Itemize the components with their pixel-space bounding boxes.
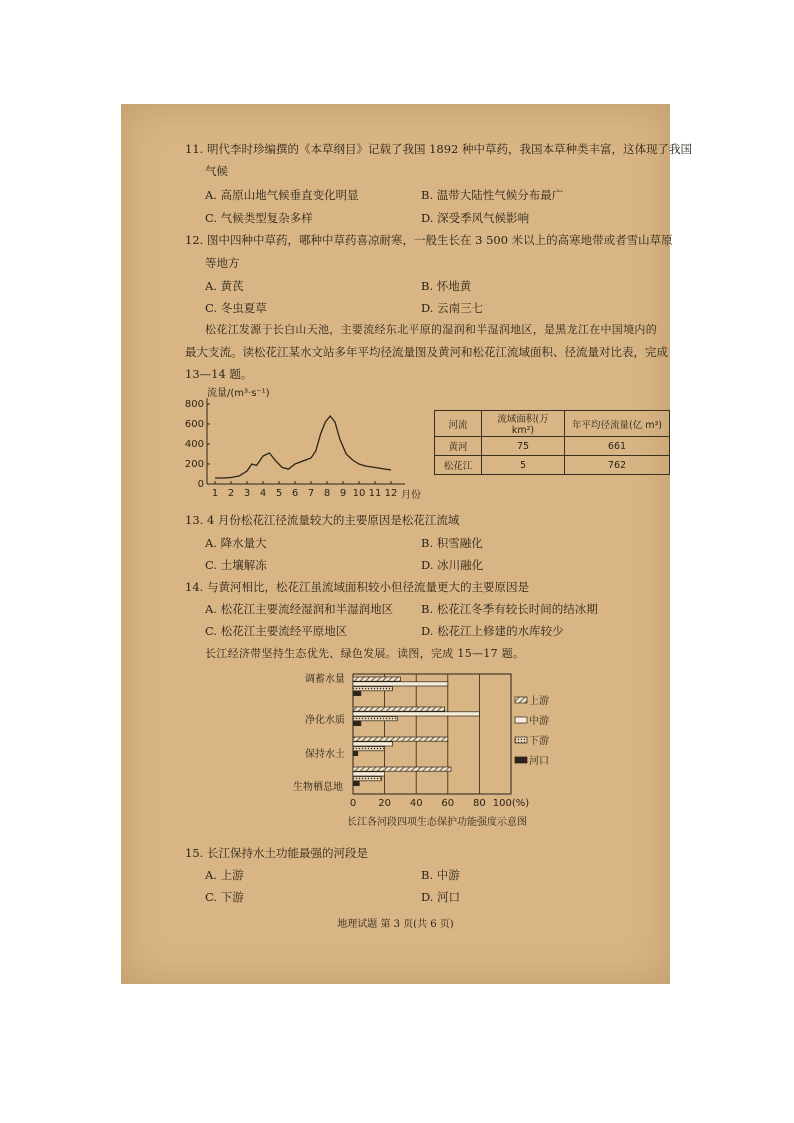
q12-stem-line2: 等地方: [205, 256, 240, 270]
legend-label: 河口: [529, 756, 549, 767]
q14-stem: 14. 与黄河相比，松花江虽流域面积较小但径流量更大的主要原因是: [185, 580, 529, 594]
x-tick-label: 8: [323, 488, 331, 499]
y-tick-label: 800: [184, 399, 204, 410]
bar: [353, 707, 445, 711]
table-header-row: [435, 411, 670, 437]
x-tick-label: 9: [339, 488, 347, 499]
q12-option-a: A. 黄芪: [205, 279, 244, 293]
table-header-cell: 流域面积(万 km²): [482, 411, 565, 437]
table-row: [435, 437, 670, 456]
bar: [353, 737, 448, 741]
x-tick-label: 6: [291, 488, 299, 499]
x-tick-label: 40: [409, 798, 423, 809]
q12-option-d: D. 云南三七: [421, 301, 484, 315]
bar-category-label: 调蓄水量: [305, 674, 345, 685]
q12-option-b: B. 怀地黄: [421, 279, 472, 293]
bar: [353, 742, 393, 746]
x-tick-label: 7: [307, 488, 315, 499]
bar-chart-title: 长江各河段四项生态保护功能强度示意图: [347, 817, 527, 828]
x-tick-label: 80: [473, 798, 486, 809]
x-tick-label: 2: [227, 488, 235, 499]
q12-option-c: C. 冬虫夏草: [205, 301, 267, 315]
table-header-cell: 河流: [435, 411, 482, 437]
q11-stem-line1: 11. 明代李时珍编撰的《本草纲目》记载了我国 1892 种中草药，我国本草种类丰富，这体现了我国: [185, 142, 693, 156]
bar-category-label: 保持水土: [305, 749, 345, 760]
q15-option-a: A. 上游: [205, 868, 244, 882]
bar: [353, 767, 451, 771]
x-tick-label: 5: [275, 488, 283, 499]
exam-paper: [121, 104, 693, 984]
x-tick-label: 12: [384, 488, 398, 499]
x-tick-label: 100(%): [492, 798, 530, 809]
x-tick-label: 4: [259, 488, 267, 499]
q14-option-d: D. 松花江上修建的水库较少: [421, 624, 564, 638]
q12-stem-line1: 12. 图中四种中草药，哪种中草药喜凉耐寒，一般生长在 3 500 米以上的高寒地带或者雪山草原: [185, 233, 673, 247]
table-cell: 762: [565, 456, 670, 475]
legend-label: 上游: [529, 696, 549, 707]
bar: [353, 781, 359, 785]
legend-label: 下游: [529, 736, 549, 747]
table-cell: 黄河: [435, 437, 482, 456]
q11-stem-line2: 气候: [205, 164, 228, 178]
q13-option-d: D. 冰川融化: [421, 558, 484, 572]
bar: [353, 721, 361, 725]
q11-option-b: B. 温带大陆性气候分布最广: [421, 188, 564, 202]
legend-label: 中游: [529, 716, 549, 727]
bar: [353, 777, 381, 781]
q14-option-a: A. 松花江主要流经湿润和半湿润地区: [205, 602, 394, 616]
legend-swatch: [515, 737, 527, 743]
discharge-x-axis-label: 月份: [401, 490, 421, 501]
q14-option-c: C. 松花江主要流经平原地区: [205, 624, 348, 638]
intro-13-14-line1: 松花江发源于长白山天池，主要流经东北平原的湿润和半湿润地区，是黑龙江在中国境内的: [205, 323, 657, 336]
bar: [353, 712, 479, 716]
x-tick-label: 1: [211, 488, 219, 499]
x-tick-label: 10: [352, 488, 366, 499]
table-row: [435, 456, 670, 475]
y-tick-label: 600: [184, 419, 204, 430]
basin-comparison-table: [434, 410, 670, 475]
x-tick-label: 20: [378, 798, 391, 809]
page-footer: 地理试题 第 3 页(共 6 页): [337, 919, 454, 930]
intro-13-14-line3: 13—14 题。: [185, 367, 253, 381]
x-tick-label: 11: [368, 488, 382, 499]
q13-option-b: B. 积雪融化: [421, 536, 483, 550]
table-cell: 661: [565, 437, 670, 456]
q15-stem: 15. 长江保持水土功能最强的河段是: [185, 846, 368, 860]
q13-stem: 13. 4 月份松花江径流量较大的主要原因是松花江流域: [185, 513, 460, 527]
bar: [353, 691, 361, 695]
legend-swatch: [515, 697, 527, 703]
x-tick-label: 60: [441, 798, 455, 809]
q11-option-d: D. 深受季风气候影响: [421, 211, 530, 225]
bar: [353, 751, 358, 755]
bar-category-label: 生物栖息地: [293, 782, 343, 793]
bar-category-label: 净化水质: [305, 715, 345, 726]
legend-swatch: [515, 757, 527, 763]
bar: [353, 687, 393, 691]
bar: [353, 682, 448, 686]
bar: [353, 772, 385, 776]
legend-swatch: [515, 717, 527, 723]
intro-13-14-line2: 最大支流。读松花江某水文站多年平均径流量图及黄河和松花江流域面积、径流量对比表，完成: [185, 345, 668, 359]
bar: [353, 717, 397, 721]
q13-option-c: C. 土壤解冻: [205, 558, 267, 572]
x-tick-label: 3: [243, 488, 251, 499]
q15-option-d: D. 河口: [421, 890, 461, 904]
y-tick-label: 200: [184, 459, 204, 470]
discharge-series-line: [215, 416, 391, 478]
table-cell: 松花江: [435, 456, 482, 475]
discharge-y-axis-label: 流量/(m³·s⁻¹): [207, 388, 270, 399]
y-tick-label: 0: [197, 479, 204, 490]
discharge-line-chart: [181, 384, 431, 504]
x-tick-label: 0: [349, 798, 357, 809]
table-cell: 5: [482, 456, 565, 475]
bar: [353, 677, 400, 681]
y-tick-label: 400: [184, 439, 204, 450]
table-header-cell: 年平均径流量(亿 m³): [565, 411, 670, 437]
q11-option-a: A. 高原山地气候垂直变化明显: [205, 188, 359, 202]
q13-option-a: A. 降水量大: [205, 536, 267, 550]
q11-option-c: C. 气候类型复杂多样: [205, 211, 313, 225]
q15-option-c: C. 下游: [205, 890, 244, 904]
table-cell: 75: [482, 437, 565, 456]
bar: [353, 747, 385, 751]
q15-option-b: B. 中游: [421, 868, 460, 882]
q14-option-b: B. 松花江冬季有较长时间的结冰期: [421, 602, 598, 616]
intro-15-17: 长江经济带坚持生态优先、绿色发展。读图，完成 15—17 题。: [205, 647, 525, 660]
